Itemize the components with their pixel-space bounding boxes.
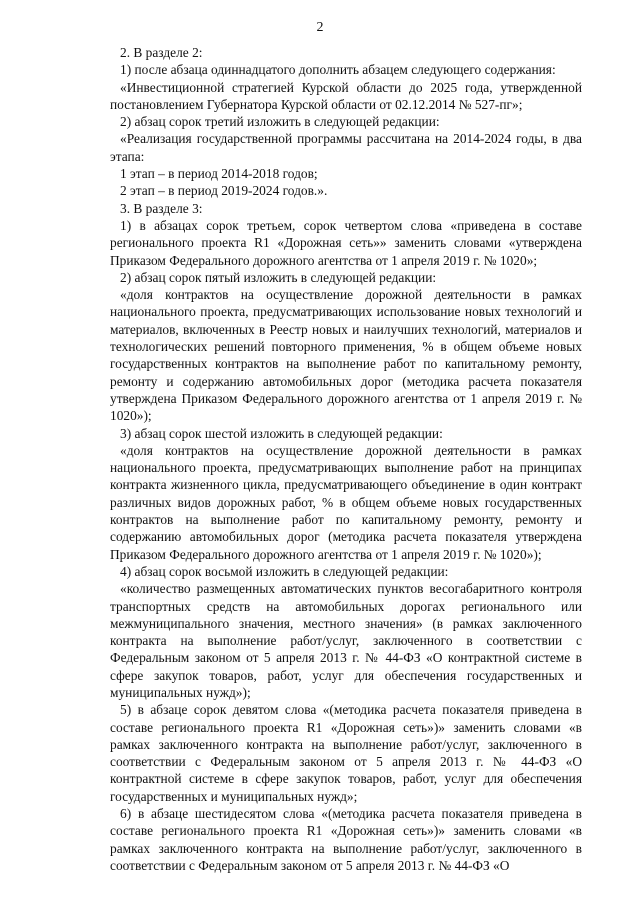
paragraph-program-term: «Реализация государственной программы рассчитана на 2014-2024 годы, в два этапа: (110, 131, 582, 164)
paragraph-section-2-heading: 2. В разделе 2: (120, 45, 203, 60)
paragraph-weight-control-points: «количество размещенных автоматических пунктов весогабаритного контроля транспортных средств на автомобильных дорогах регионального или межмуниципального значения, местного значения» (в рамках заключенного контракта на выполнение работ/услуг, заключенного в соответствии с Федеральным законом от 5 апреля 2013 г. № 44-ФЗ «О контрактной системе в сфере закупок товаров, работ, услуг для обеспечения государственных и муниципальных нужд»); (110, 581, 582, 700)
paragraph-section-3-heading: 3. В разделе 3: (120, 200, 203, 216)
paragraph-section-3-item-5: 5) в абзаце сорок девятом слова «(методика расчета показателя приведена в составе регионального проекта R1 «Дорожная сеть»)» заменить словами «в рамках заключенного контракта на выполнение работ/услуг, заключенного в соответствии с Федеральным законом от 5 апреля 2013 г. № 44-ФЗ «О контрактной системе в сфере закупок товаров, работ, услуг для обеспечения государственных и муниципальных нужд»; (110, 702, 582, 804)
paragraph-stage-2: 2 этап – в период 2019-2024 годов.». (120, 183, 328, 199)
page-number: 2 (316, 20, 324, 35)
paragraph-stage-1: 1 этап – в период 2014-2018 годов; (120, 166, 318, 182)
document-body (110, 44, 582, 874)
paragraph-section-3-item-2: 2) абзац сорок пятый изложить в следующей редакции: (120, 269, 437, 285)
paragraph-section-3-item-1: 1) в абзацах сорок третьем, сорок четвертом слова «приведена в составе регионального проекта R1 «Дорожная сеть»» заменить словами «утверждена Приказом Федерального дорожного агентства от 1 апреля 2019 г. № 1020»; (110, 217, 582, 268)
paragraph-section-3-item-4: 4) абзац сорок восьмой изложить в следующей редакции: (120, 563, 449, 579)
paragraph-investment-strategy: «Инвестиционной стратегией Курской области до 2025 года, утвержденной постановлением Губернатора Курской области от 02.12.2014 № 527-пг»; (110, 79, 582, 112)
paragraph-section-3-item-6: 6) в абзаце шестидесятом слова «(методика расчета показателя приведена в составе регионального проекта R1 «Дорожная сеть»)» заменить словами «в рамках заключенного контракта на выполнение работ/услуг, заключенного в соответствии с Федеральным законом от 5 апреля 2013 г. № 44-ФЗ «О (110, 806, 582, 873)
paragraph-share-new-technologies: «доля контрактов на осуществление дорожной деятельности в рамках национального проекта, предусматривающих использование новых технологий и материалов, включенных в Реестр новых и наилучших технологий, материалов и технологических решений повторного применения, % в общем объеме новых государственных контрактов на выполнение работ по капитальному ремонту, ремонту и содержанию автомобильных дорог (методика расчета показателя утверждена Приказом Федерального дорожного агентства от 1 апреля 2019 г. № 1020»); (110, 287, 582, 424)
paragraph-item-1: 1) после абзаца одиннадцатого дополнить абзацем следующего содержания: (120, 62, 556, 78)
paragraph-item-2: 2) абзац сорок третий изложить в следующей редакции: (120, 114, 440, 130)
paragraph-section-3-item-3: 3) абзац сорок шестой изложить в следующей редакции: (120, 425, 443, 441)
paragraph-share-life-cycle-contracts: «доля контрактов на осуществление дорожной деятельности в рамках национального проекта, предусматривающих выполнение работ на принципах контракта жизненного цикла, предусматривающего объединение в один контракт различных видов дорожных работ, % в общем объеме новых государственных контрактов на выполнение работ по капитальному ремонту, ремонту и содержанию автомобильных дорог (методика расчета показателя утверждена Приказом Федерального дорожного агентства от 1 апреля 2019 г. № 1020»); (110, 442, 582, 562)
